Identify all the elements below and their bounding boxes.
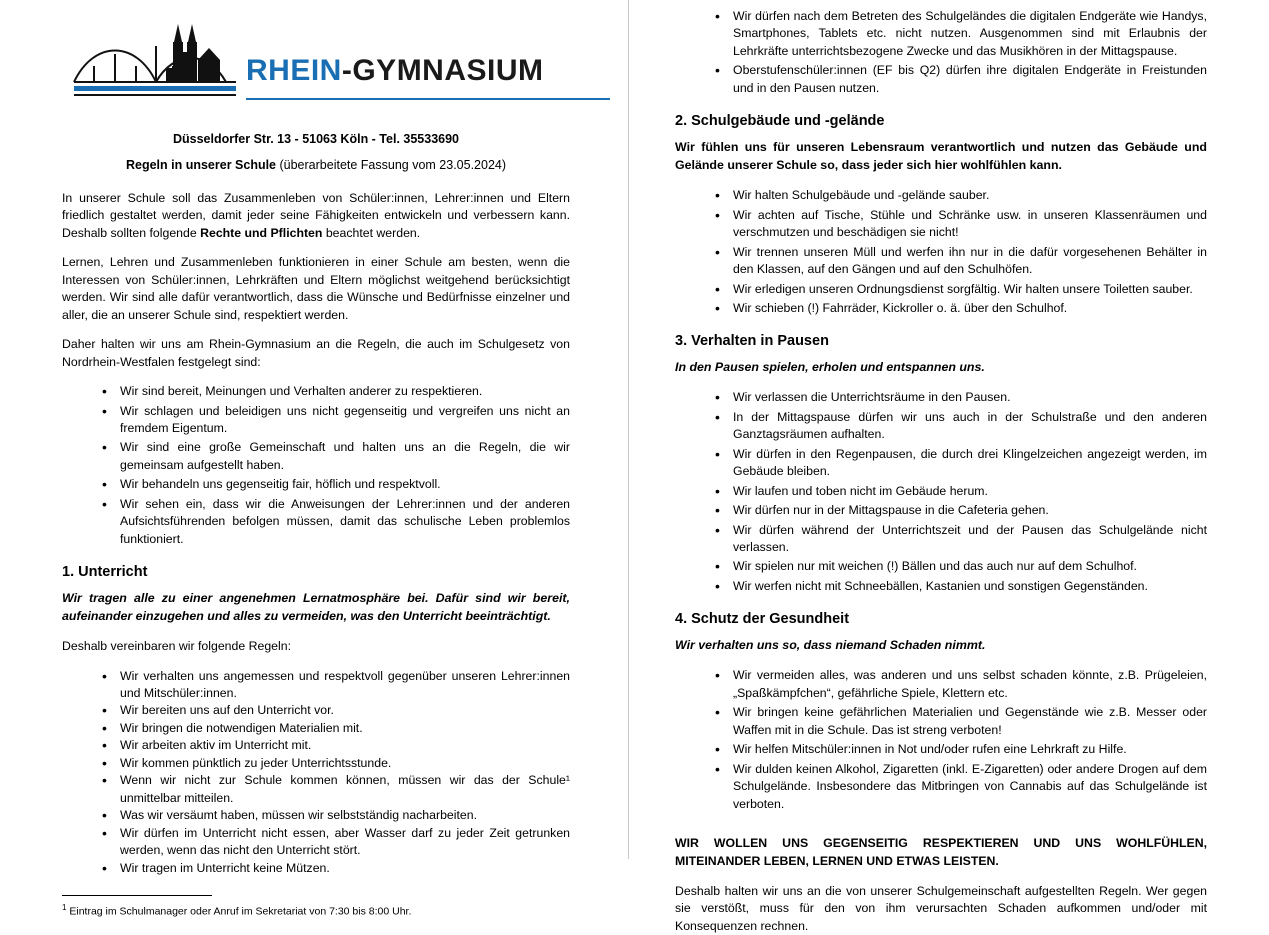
list-item: • Wir tragen im Unterricht keine Mützen. (102, 860, 570, 877)
list-item: • Oberstufenschüler:innen (EF bis Q2) dürfen ihre digitalen Endgeräte in Freistunden und in den Pausen nutzen. (715, 62, 1207, 97)
list-item: • Wir dürfen nach dem Betreten des Schulgeländes die digitalen Endgeräte wie Handys, Smartphones, Tablets etc. nicht nutzen. Ausgenommen sind mit Erlaubnis der Lehrkräfte unterrichtsbezogene Zwecke und das Musikhören in der Mittagspause. (715, 8, 1207, 60)
list-item: • Wir schlagen und beleidigen uns nicht gegenseitig und vergreifen uns nicht an fremdem Eigentum. (102, 403, 570, 438)
footnote-text: Eintrag im Schulmanager oder Anruf im Sekretariat von 7:30 bis 8:00 Uhr. (66, 905, 412, 918)
footnote (62, 903, 570, 919)
bridge-cathedral-logo-icon (70, 20, 240, 116)
list-item: • Wir dürfen im Unterricht nicht essen, aber Wasser darf zu jeder Zeit getrunken werden, wenn das nicht den Unterricht stört. (102, 825, 570, 860)
list-item: • Wir dulden keinen Alkohol, Zigaretten (inkl. E-Zigaretten) oder andere Drogen auf dem Schulgelände. Insbesondere das Mitbringen von Cannabis auf das Schulgelände ist verboten. (715, 761, 1207, 813)
section-heading-3: 3. Verhalten in Pausen (675, 333, 829, 350)
school-address: Düsseldorfer Str. 13 - 51063 Köln - Tel. 35533690 (172, 132, 460, 146)
section-3-lead: In den Pausen spielen, erholen und entspannen uns. (675, 360, 985, 375)
section-4-lead: Wir verhalten uns so, dass niemand Schaden nimmt. (675, 638, 986, 653)
school-logo-header (62, 14, 570, 126)
school-name-part2: GYMNASIUM (352, 54, 544, 87)
intro-paragraph-3: Daher halten wir uns am Rhein-Gymnasium an die Regeln, die auch im Schulgesetz von Nordrhein-Westfalen festgelegt sind: (62, 337, 570, 369)
section-heading-1: 1. Unterricht (62, 564, 148, 581)
document-subtitle-bold: Regeln in unserer Schule (125, 158, 277, 172)
list-item: • Wir helfen Mitschüler:innen in Not und/oder rufen eine Lehrkraft zu Hilfe. (715, 741, 1207, 758)
intro-p1-bold: Rechte und Pflichten (200, 225, 323, 240)
intro-rules-list (62, 383, 570, 548)
list-item: • Wir halten Schulgebäude und -gelände sauber. (715, 187, 1207, 204)
list-item: • Wir erledigen unseren Ordnungsdienst sorgfältig. Wir halten unsere Toiletten sauber. (715, 281, 1207, 298)
list-item: • Wir sind bereit, Meinungen und Verhalten anderer zu respektieren. (102, 383, 570, 400)
closing-paragraph: Deshalb halten wir uns an die von unserer Schulgemeinschaft aufgestellten Regeln. Wer gegen sie verstößt, muss für den von ihm verursachten Schaden aufkommen und/oder mit Konsequenzen rechnen. (675, 883, 1207, 933)
list-item: • Wenn wir nicht zur Schule kommen können, müssen wir das der Schule¹ unmittelbar mitteilen. (102, 772, 570, 807)
list-item: • Wir dürfen nur in der Mittagspause in die Cafeteria gehen. (715, 502, 1207, 519)
list-item: • Wir vermeiden alles, was anderen und uns selbst schaden könnte, z.B. Prügeleien, „Spaßkämpfchen“, gefährliche Spiele, Klettern etc. (715, 667, 1207, 702)
section-1-rules-list (62, 668, 570, 877)
section-4-rules-list (675, 667, 1207, 813)
list-item: • Wir behandeln uns gegenseitig fair, höflich und respektvoll. (102, 476, 570, 493)
page-column-right (629, 0, 1269, 933)
closing-statement: WIR WOLLEN UNS GEGENSEITIG RESPEKTIEREN UND UNS WOHLFÜHLEN, MITEINANDER LEBEN, LERNEN UND ETWAS LEISTEN. (675, 835, 1207, 868)
intro-p1-a: In unserer Schule soll das Zusammenleben von Schüler:innen, Lehrer:innen und Eltern friedlich gestaltet werden, damit jeder seine Fähigkeiten entwickeln und verbessern kann. Deshalb sollten folgende (62, 191, 570, 240)
list-item: • Wir werfen nicht mit Schneebällen, Kastanien und sonstigen Gegenständen. (715, 578, 1207, 595)
list-item: • Was wir versäumt haben, müssen wir selbstständig nacharbeiten. (102, 807, 570, 824)
list-item: • Wir sehen ein, dass wir die Anweisungen der Lehrer:innen und der anderen Aufsichtsführenden befolgen müssen, damit das schulische Leben problemlos funktioniert. (102, 496, 570, 548)
section-1-intro: Deshalb vereinbaren wir folgende Regeln: (62, 639, 291, 654)
list-item: • Wir achten auf Tische, Stühle und Schränke usw. in unseren Klassenräumen und verschmutzen und beschädigen sie nicht! (715, 207, 1207, 242)
list-item: • Wir arbeiten aktiv im Unterricht mit. (102, 737, 570, 754)
logo-underline (246, 98, 610, 100)
list-item: • Wir dürfen in den Regenpausen, die durch drei Klingelzeichen angezeigt werden, im Gebäude bleiben. (715, 446, 1207, 481)
list-item: • Wir verhalten uns angemessen und respektvoll gegenüber unseren Lehrer:innen und Mitschüler:innen. (102, 668, 570, 703)
list-item: • Wir bereiten uns auf den Unterricht vor. (102, 702, 570, 719)
list-item: • Wir trennen unseren Müll und werfen ihn nur in die dafür vorgesehenen Behälter in den Klassen, auf den Gängen und auf den Schulhöfen. (715, 244, 1207, 279)
section-heading-4: 4. Schutz der Gesundheit (675, 611, 850, 628)
document-subtitle (62, 158, 570, 172)
page-column-left (0, 0, 628, 918)
intro-p1-c: beachtet werden. (322, 225, 421, 240)
list-item: • Wir bringen keine gefährlichen Materialien und Gegenstände wie z.B. Messer oder Waffen mit in die Schule. Das ist streng verboten! (715, 704, 1207, 739)
list-item: • In der Mittagspause dürfen wir uns auch in der Schulstraße und den anderen Ganztagsräumen aufhalten. (715, 409, 1207, 444)
list-item: • Wir dürfen während der Unterrichtszeit und der Pausen das Schulgelände nicht verlassen. (715, 522, 1207, 557)
section-3-rules-list (675, 389, 1207, 595)
school-name-part1: RHEIN (246, 54, 342, 87)
footnote-marker: 1 (62, 903, 67, 913)
list-item: • Wir kommen pünktlich zu jeder Unterrichtsstunde. (102, 755, 570, 772)
list-item: • Wir verlassen die Unterrichtsräume in den Pausen. (715, 389, 1207, 406)
list-item: • Wir sind eine große Gemeinschaft und halten uns an die Regeln, die wir gemeinsam aufgestellt haben. (102, 439, 570, 474)
school-name-sep: - (341, 54, 353, 87)
list-item: • Wir spielen nur mit weichen (!) Bällen und das auch nur auf dem Schulhof. (715, 558, 1207, 575)
list-item: • Wir bringen die notwendigen Materialien mit. (102, 720, 570, 737)
footnote-divider (62, 895, 212, 896)
intro-paragraph-1 (62, 190, 570, 242)
section-1-rules-list-continued (675, 8, 1207, 97)
section-heading-2: 2. Schulgebäude und -gelände (675, 113, 885, 130)
list-item: • Wir laufen und toben nicht im Gebäude herum. (715, 483, 1207, 500)
school-name (246, 54, 544, 88)
list-item: • Wir schieben (!) Fahrräder, Kickroller o. ä. über den Schulhof. (715, 300, 1207, 317)
section-2-lead: Wir fühlen uns für unseren Lebensraum verantwortlich und nutzen das Gebäude und Gelände unserer Schule so, dass jeder sich hier wohlfühlen kann. (675, 140, 1207, 173)
section-1-lead: Wir tragen alle zu einer angenehmen Lernatmosphäre bei. Dafür sind wir bereit, aufeinander einzugehen und alles zu vermeiden, was den Unterricht beeinträchtigt. (62, 591, 570, 624)
intro-paragraph-2: Lernen, Lehren und Zusammenleben funktionieren in einer Schule am besten, wenn die Interessen von Schüler:innen, Lehrkräften und Eltern möglichst weitgehend berücksichtigt werden. Wir sind alle dafür verantwortlich, dass die Wünsche und Bedürfnisse einzelner und aller, die an unserer Schule sind, respektiert werden. (62, 255, 570, 322)
document-subtitle-version: (überarbeitete Fassung vom 23.05.2024) (276, 158, 507, 172)
section-2-rules-list (675, 187, 1207, 317)
